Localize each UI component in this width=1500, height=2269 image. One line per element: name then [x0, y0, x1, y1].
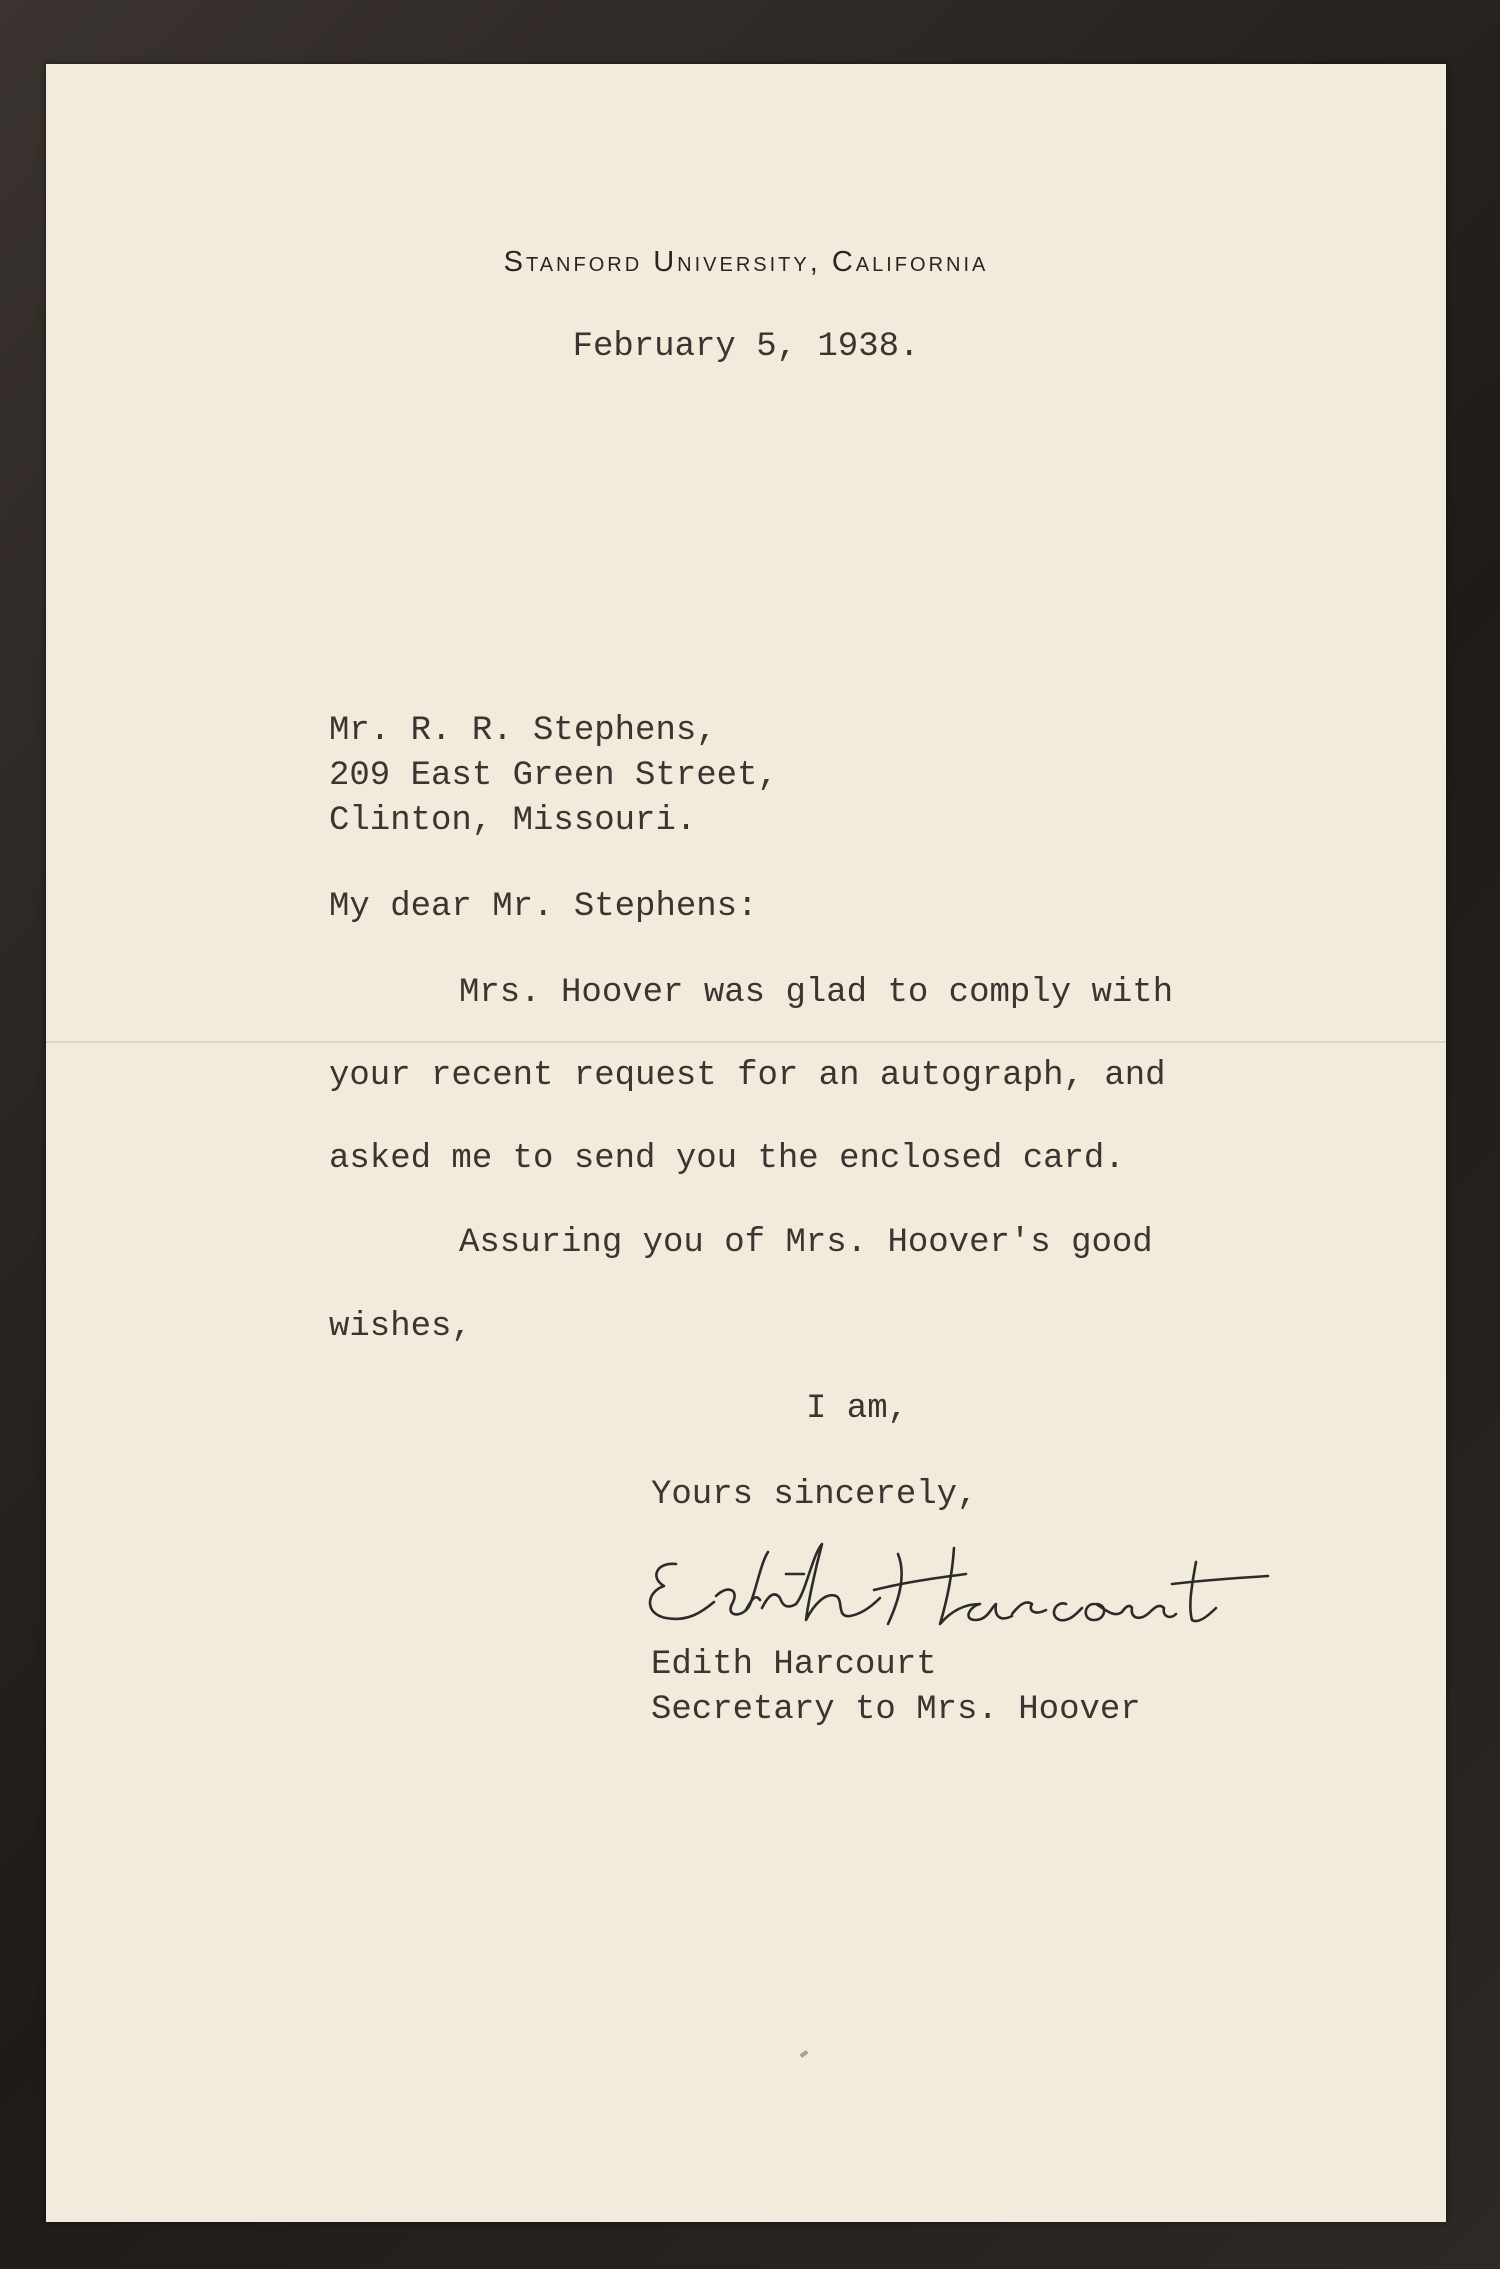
address-line-1: Mr. R. R. Stephens, — [329, 712, 717, 750]
fold-crease — [46, 1041, 1446, 1043]
closing-i-am: I am, — [806, 1390, 909, 1428]
handwritten-signature — [636, 1534, 1276, 1644]
address-line-2: 209 East Green Street, — [329, 757, 778, 795]
letter-sheet — [46, 64, 1446, 2222]
paper-speck — [800, 2050, 809, 2058]
signer-name: Edith Harcourt — [651, 1646, 937, 1684]
salutation: My dear Mr. Stephens: — [329, 888, 758, 926]
body-line-2: your recent request for an autograph, and — [329, 1057, 1166, 1095]
letterhead: Stanford University, California — [503, 246, 989, 278]
body-line-1: Mrs. Hoover was glad to comply with — [459, 974, 1174, 1012]
address-line-3: Clinton, Missouri. — [329, 802, 697, 840]
body-line-4: Assuring you of Mrs. Hoover's good — [459, 1224, 1153, 1262]
body-line-3: asked me to send you the enclosed card. — [329, 1140, 1125, 1178]
closing-yours-sincerely: Yours sincerely, — [651, 1476, 978, 1514]
body-line-5: wishes, — [329, 1308, 472, 1346]
letter-date: February 5, 1938. — [572, 328, 920, 366]
signer-title: Secretary to Mrs. Hoover — [651, 1691, 1141, 1729]
